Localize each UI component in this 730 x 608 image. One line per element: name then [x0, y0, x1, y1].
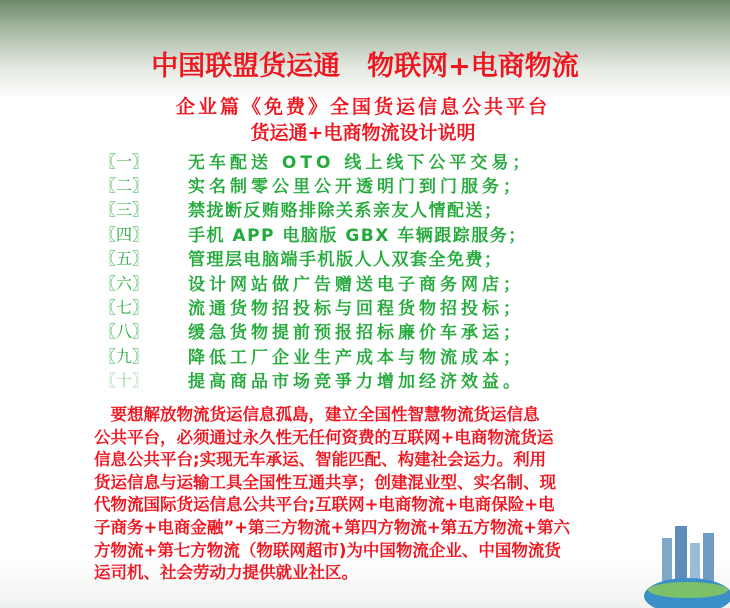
item-number: 〖五〗 [100, 249, 149, 269]
list-item [100, 148, 533, 172]
paragraph-line: 子商务+电商金融”+第三方物流+第四方物流+第五方物流+第六 [94, 517, 570, 537]
paragraph-line: 代物流国际货运信息公共平台;互联网+电商物流+电商保险+电 [94, 495, 555, 515]
list-item [100, 172, 533, 196]
item-number: 〖十〗 [100, 371, 149, 391]
list-item [100, 319, 533, 343]
subtitle-secondary: 货运通+电商物流设计说明 [250, 122, 476, 144]
item-text: 无车配送 OTO 线上线下公平交易； [188, 152, 534, 173]
item-number: 〖七〗 [100, 298, 149, 318]
item-number: 〖一〗 [100, 151, 149, 171]
item-text: 禁拢断反贿赂排除关系亲友人情配送； [188, 201, 503, 222]
list-item [100, 246, 533, 270]
list-item [100, 197, 533, 221]
list-item [100, 368, 533, 392]
paragraph-line: 公共平台，必须通过永久性无任何资费的互联网+电商物流货运 [94, 427, 554, 447]
item-number: 〖八〗 [100, 322, 149, 342]
item-text: 降低工厂企业生产成本与物流成本； [188, 347, 524, 368]
subtitle: 企业篇《免费》全国货运信息公共平台 [175, 96, 550, 118]
item-text: 手机 APP 电脑版 GBX 车辆跟踪服务； [188, 225, 527, 246]
item-text: 提高商品市场竞爭力增加经济效益。 [188, 372, 524, 393]
paragraph-line: 货运信息与运输工具全国性互通共享；创建混业型、实名制、现 [94, 472, 556, 492]
page-title: 中国联盟货运通 物联网+电商物流 [151, 51, 579, 82]
list-item [100, 343, 533, 367]
item-text: 设计网站做广告赠送电子商务网店； [188, 274, 524, 295]
item-text: 实名制零公里公开透明门到门服务； [188, 177, 524, 198]
paragraph-line: 要想解放物流货运信息孤島，建立全国性智慧物流货运信息 [94, 405, 540, 424]
city-globe-icon [640, 518, 730, 608]
list-item [100, 221, 533, 245]
item-number: 〖六〗 [100, 273, 149, 293]
list-item [100, 270, 533, 294]
feature-list [100, 148, 533, 392]
item-number: 〖三〗 [100, 200, 149, 220]
item-text: 缓急货物提前预报招标廉价车承运； [188, 323, 524, 344]
paragraph-line: 信息公共平台;实现无车承运、智能匹配、构建社会运力。利用 [94, 450, 547, 470]
item-text: 管理层电脑端手机版人人双套全免费； [188, 250, 503, 271]
list-item [100, 294, 533, 318]
item-text: 流通货物招投标与回程货物招投标； [188, 299, 524, 320]
item-number: 〖四〗 [100, 224, 149, 244]
paragraph-line: 运司机、社会劳动力提供就业社区。 [94, 563, 358, 583]
item-number: 〖二〗 [100, 176, 149, 196]
paragraph-line: 方物流+第七方物流（物联网超市)为中国物流企业、中国物流货 [94, 540, 561, 560]
item-number: 〖九〗 [100, 346, 149, 366]
description-paragraph [94, 404, 654, 585]
